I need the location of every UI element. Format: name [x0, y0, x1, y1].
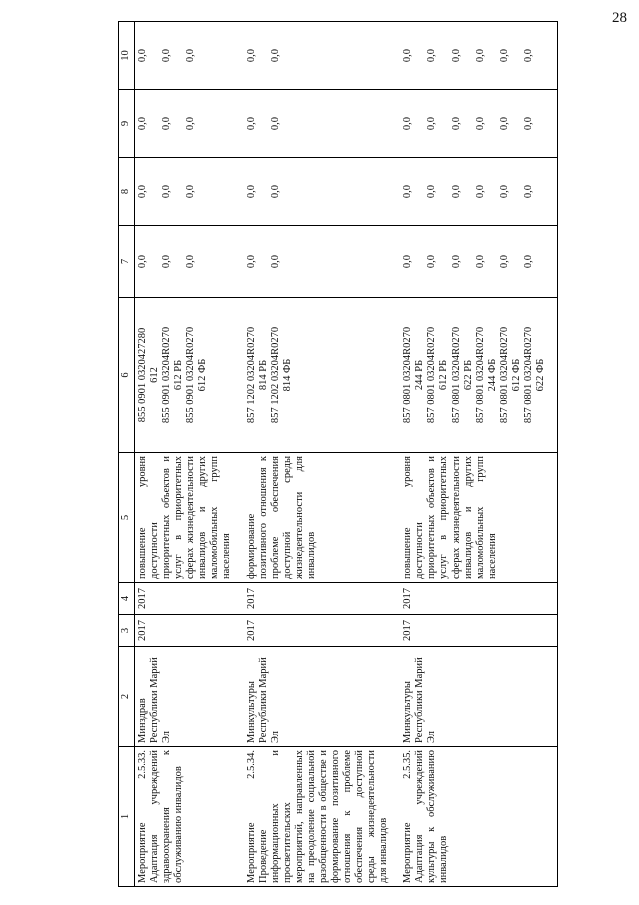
responsible-executor-cell: Минкультуры Республики Марий Эл — [400, 647, 557, 747]
expected-result-cell: повышение уровня доступности приоритетных объектов и услуг в приоритетных сферах жизнедеятельности инвалидов и других маломобильных групп населения — [135, 453, 244, 583]
column-header: 1 — [119, 747, 135, 887]
funding-value-line — [149, 161, 161, 222]
funding-value-cell — [400, 158, 557, 226]
funding-value-line: 0,0 — [522, 254, 534, 269]
funding-value-line — [149, 25, 161, 86]
budget-classification-codes-line: 857 0801 03204R0270 — [426, 326, 438, 424]
funding-value-line — [258, 161, 270, 222]
activity-name-cell: Мероприятие 2.5.33. Адаптация учреждений здравоохранения к обслуживанию инвалидов — [135, 747, 244, 887]
budget-classification-codes-cell — [135, 298, 244, 453]
budget-classification-codes-line: 855 0901 03204R0270 — [185, 326, 197, 424]
end-year-cell: 2017 — [400, 583, 557, 615]
column-number-row — [119, 22, 135, 887]
funding-value-line — [258, 93, 270, 154]
funding-value-line: 0,0 — [450, 48, 462, 63]
funding-value-cell — [244, 158, 401, 226]
budget-classification-codes-line: 857 1202 03204R0270 — [269, 326, 281, 424]
funding-value-line — [463, 229, 475, 294]
column-header: 7 — [119, 226, 135, 298]
funding-value-line: 0,0 — [185, 48, 197, 63]
table-body — [135, 22, 558, 887]
funding-value-line: 0,0 — [426, 116, 438, 131]
budget-classification-codes-line: 244 ФБ — [486, 358, 498, 392]
budget-classification-codes-line: 612 ФБ — [510, 358, 522, 392]
budget-classification-codes-line: 814 ФБ — [281, 358, 293, 392]
funding-value-line — [258, 25, 270, 86]
funding-value-line: 0,0 — [474, 254, 486, 269]
budget-classification-codes-cell — [400, 298, 557, 453]
funding-value-line: 0,0 — [185, 254, 197, 269]
funding-value-line: 0,0 — [498, 254, 510, 269]
funding-value-line — [438, 229, 450, 294]
funding-value-line: 0,0 — [137, 254, 148, 269]
funding-value-line — [258, 229, 270, 294]
column-header: 9 — [119, 90, 135, 158]
budget-classification-codes-line: 855 0901 03204R0270 — [161, 326, 173, 424]
funding-value-cell — [135, 22, 244, 90]
budget-classification-codes-line: 612 — [149, 367, 161, 383]
funding-value-line — [487, 25, 499, 86]
responsible-executor-cell: Минздрав Республики Марий Эл — [135, 647, 244, 747]
funding-value-line: 0,0 — [474, 116, 486, 131]
funding-value-cell — [400, 22, 557, 90]
funding-value-line: 0,0 — [245, 254, 257, 269]
column-header: 6 — [119, 298, 135, 453]
page-number: 28 — [612, 10, 627, 26]
funding-value-line — [463, 161, 475, 222]
expected-result-cell: повышение уровня доступности приоритетных объектов и услуг в приоритетных сферах жизнедеятельности инвалидов и других маломобильных групп населения — [400, 453, 557, 583]
funding-value-line — [149, 229, 161, 294]
funding-value-line — [414, 161, 426, 222]
column-header: 10 — [119, 22, 135, 90]
funding-value-line: 0,0 — [137, 48, 148, 63]
responsible-executor-cell: Минкультуры Республики Марий Эл — [244, 647, 401, 747]
funding-value-cell — [135, 90, 244, 158]
funding-value-line — [414, 25, 426, 86]
funding-value-line: 0,0 — [269, 116, 281, 131]
funding-value-line — [173, 25, 185, 86]
funding-value-line: 0,0 — [269, 254, 281, 269]
budget-classification-codes-line: 612 РБ — [173, 359, 185, 391]
funding-value-line — [414, 93, 426, 154]
funding-value-line — [487, 161, 499, 222]
funding-value-cell — [244, 22, 401, 90]
activity-name-cell: Мероприятие 2.5.35. Адаптация учреждений культуры к обслуживанию инвалидов — [400, 747, 557, 887]
start-year-cell: 2017 — [135, 615, 244, 647]
budget-classification-codes-line: 857 0801 03204R0270 — [402, 326, 414, 424]
funding-value-line: 0,0 — [498, 184, 510, 199]
table-row — [244, 22, 401, 887]
budget-classification-codes-line: 244 РБ — [414, 359, 426, 391]
funding-value-line: 0,0 — [450, 116, 462, 131]
funding-value-line — [487, 93, 499, 154]
funding-value-line — [487, 229, 499, 294]
budget-classification-codes-line: 622 ФБ — [534, 358, 546, 392]
funding-value-line: 0,0 — [474, 184, 486, 199]
budget-classification-codes-line: 612 РБ — [438, 359, 450, 391]
budget-classification-codes-line: 612 ФБ — [197, 358, 209, 392]
start-year-cell: 2017 — [400, 615, 557, 647]
funding-value-line: 0,0 — [402, 48, 414, 63]
funding-value-line: 0,0 — [161, 184, 173, 199]
funding-value-line: 0,0 — [474, 48, 486, 63]
funding-value-line: 0,0 — [498, 116, 510, 131]
funding-value-line: 0,0 — [402, 254, 414, 269]
activity-name-cell: Мероприятие 2.5.34. Проведение информационных и просветительских мероприятий, направленных на преодоление социальной разобщенности в обществе и формирование позитивного отношения к проблеме обеспечения доступной среды жизнедеятельности для инвалидов — [244, 747, 401, 887]
funding-value-line: 0,0 — [161, 116, 173, 131]
start-year-cell: 2017 — [244, 615, 401, 647]
funding-value-line: 0,0 — [245, 184, 257, 199]
rotated-table-container — [118, 22, 588, 887]
funding-value-line — [149, 93, 161, 154]
funding-value-line — [414, 229, 426, 294]
funding-value-line — [173, 161, 185, 222]
budget-classification-codes-line: 857 0801 03204R0270 — [498, 326, 510, 424]
funding-value-line: 0,0 — [450, 254, 462, 269]
funding-value-line — [438, 25, 450, 86]
column-header: 2 — [119, 647, 135, 747]
funding-value-line — [511, 93, 523, 154]
funding-value-line — [511, 161, 523, 222]
funding-value-line: 0,0 — [185, 116, 197, 131]
funding-value-line: 0,0 — [161, 48, 173, 63]
funding-value-line: 0,0 — [269, 48, 281, 63]
budget-classification-codes-line: 857 1202 03204R0270 — [245, 326, 257, 424]
funding-value-line: 0,0 — [426, 48, 438, 63]
funding-value-line — [438, 93, 450, 154]
column-header: 4 — [119, 583, 135, 615]
funding-value-line: 0,0 — [269, 184, 281, 199]
funding-value-cell — [135, 158, 244, 226]
table-row — [135, 22, 244, 887]
funding-value-line: 0,0 — [245, 116, 257, 131]
funding-value-line: 0,0 — [450, 184, 462, 199]
budget-classification-codes-line: 857 0801 03204R0270 — [522, 326, 534, 424]
funding-value-line: 0,0 — [426, 184, 438, 199]
end-year-cell: 2017 — [135, 583, 244, 615]
funding-value-line: 0,0 — [137, 184, 148, 199]
funding-value-cell — [244, 226, 401, 298]
funding-value-line: 0,0 — [161, 254, 173, 269]
table-row — [400, 22, 557, 887]
funding-value-line — [463, 93, 475, 154]
program-activities-table — [118, 21, 558, 887]
funding-value-cell — [135, 226, 244, 298]
end-year-cell: 2017 — [244, 583, 401, 615]
funding-value-cell — [244, 90, 401, 158]
funding-value-line — [463, 25, 475, 86]
funding-value-line: 0,0 — [522, 184, 534, 199]
budget-classification-codes-cell — [244, 298, 401, 453]
budget-classification-codes-line: 855 0901 0320427280 — [137, 327, 148, 423]
funding-value-line — [173, 93, 185, 154]
column-header: 5 — [119, 453, 135, 583]
funding-value-line: 0,0 — [522, 48, 534, 63]
funding-value-line: 0,0 — [402, 116, 414, 131]
funding-value-line: 0,0 — [426, 254, 438, 269]
column-header: 3 — [119, 615, 135, 647]
funding-value-line — [511, 229, 523, 294]
funding-value-line: 0,0 — [245, 48, 257, 63]
budget-classification-codes-line: 622 РБ — [462, 359, 474, 391]
funding-value-line — [511, 25, 523, 86]
funding-value-line: 0,0 — [498, 48, 510, 63]
funding-value-cell — [400, 90, 557, 158]
budget-classification-codes-line: 814 РБ — [257, 359, 269, 391]
expected-result-cell: формирование позитивного отношения к проблеме обеспечения доступной среды жизнедеятельности для инвалидов — [244, 453, 401, 583]
funding-value-cell — [400, 226, 557, 298]
column-header: 8 — [119, 158, 135, 226]
budget-classification-codes-line: 857 0801 03204R0270 — [474, 326, 486, 424]
budget-classification-codes-line: 857 0801 03204R0270 — [450, 326, 462, 424]
funding-value-line: 0,0 — [402, 184, 414, 199]
funding-value-line: 0,0 — [185, 184, 197, 199]
funding-value-line — [173, 229, 185, 294]
funding-value-line: 0,0 — [522, 116, 534, 131]
funding-value-line — [438, 161, 450, 222]
funding-value-line: 0,0 — [137, 116, 148, 131]
